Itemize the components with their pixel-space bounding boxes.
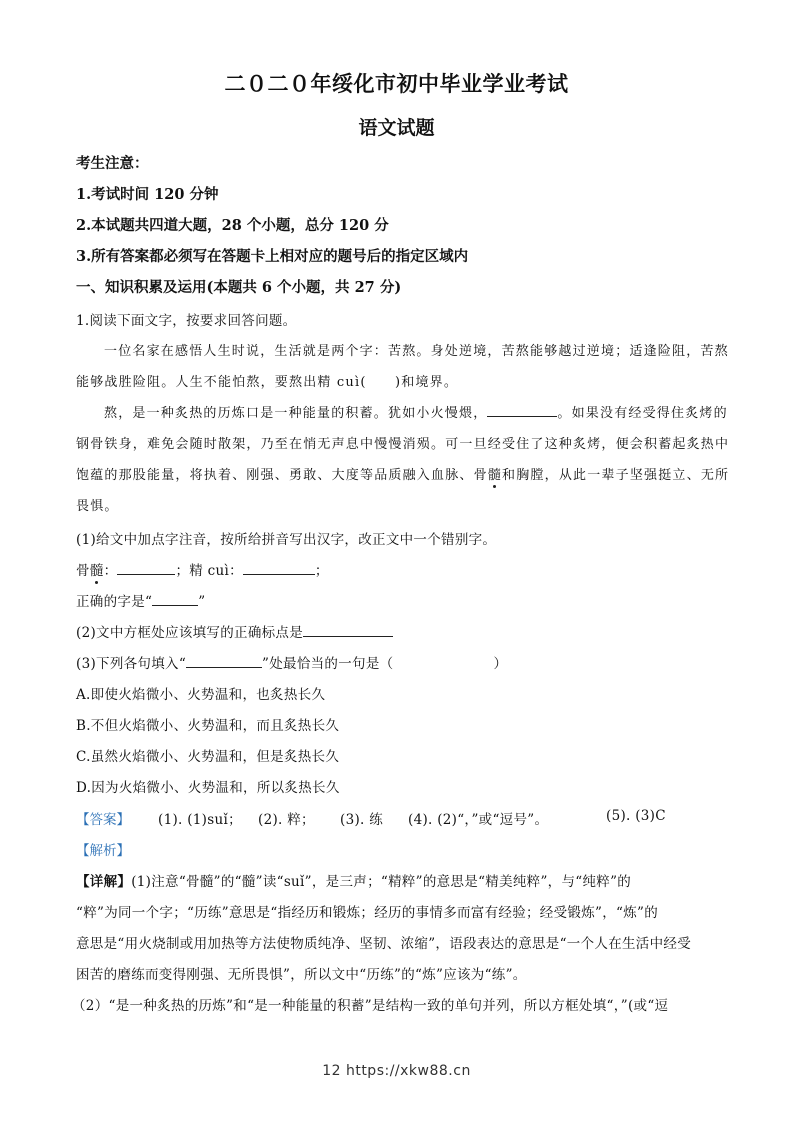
question-stem: 1.阅读下面文字，按要求回答问题。 xyxy=(76,313,297,329)
notice-item-2: 2.本试题共四道大题，28 个小题，总分 120 分 xyxy=(76,217,389,234)
passage-line: 畏惧。 xyxy=(76,499,119,514)
answer-1: (1). (1)suǐ； xyxy=(158,812,242,828)
detail-line-4: 困苦的磨练而变得刚强、无所畏惧”，所以文中“历练”的“炼”应该为“练”。 xyxy=(76,967,527,983)
passage-text: 饱蕴的那股能量，将执着、刚强、勇敢、大度等品质融入血脉、骨 xyxy=(76,468,488,483)
exam-title: 二０二０年绥化市初中毕业学业考试 xyxy=(224,71,569,96)
passage-text: 和胸膛，从此一辈子坚强挺立、无所 xyxy=(502,468,730,483)
option-c[interactable]: C.虽然火焰微小、火势温和，但是炙热长久 xyxy=(76,749,340,765)
option-b[interactable]: B.不但火焰微小、火势温和，而且炙热长久 xyxy=(76,718,340,734)
option-d[interactable]: D.因为火焰微小、火势温和，所以炙热长久 xyxy=(76,780,340,796)
detail-line-2: “粹”为同一个字；“历练”意思是“指经历和锻炼；经历的事情多而富有经验；经受锻炼”，“炼”的 xyxy=(76,905,659,921)
notice-item-1: 1.考试时间 120 分钟 xyxy=(76,186,219,203)
sub-question-2: (2)文中方框处应该填写的正确标点是 xyxy=(76,621,393,641)
answer-3: (3). 练 xyxy=(340,812,384,828)
analysis-tag: 【解析】 xyxy=(76,843,130,859)
section-heading: 一、知识积累及运用(本题共 6 个小题，共 27 分) xyxy=(76,279,402,296)
detail-line-3: 意思是“用火烧制或用加热等方法使物质纯净、坚韧、浓缩”，语段表达的意思是“一个人在生活中经受 xyxy=(76,936,692,952)
exam-subtitle: 语文试题 xyxy=(358,117,435,139)
passage-line: 能够战胜险阻。人生不能怕熬，要熬出精 cuì( )和境界。 xyxy=(76,375,459,390)
fill-line-1: 骨髓： ；精 cuì： ； xyxy=(76,563,329,579)
option-a[interactable]: A.即使火焰微小、火势温和，也炙热长久 xyxy=(76,687,326,703)
passage-line: 钢骨铁身，难免会随时散架，乃至在悄无声息中慢慢消殒。可一旦经受住了这种炙烤，便会积蓄起炙热中 xyxy=(76,437,730,452)
sub-question-3: (3)下列各句填入“ ”处最恰当的一句是（ ） xyxy=(76,656,508,672)
detail-line-5: （2）“是一种炙热的历炼”和“是一种能量的积蓄”是结构一致的单句并列，所以方框处填“，”(或“逗 xyxy=(72,998,669,1014)
answer-blank[interactable] xyxy=(487,403,557,417)
detail-line-1: 【详解】(1)注意“骨髓”的“髓”读“suǐ”，是三声；“精粹”的意思是“精美纯粹”，与“纯粹”的 xyxy=(76,874,632,890)
page-footer: 12 https://xkw88.cn xyxy=(322,1063,471,1079)
dotted-character: 髓 xyxy=(487,468,503,483)
dotted-character: 髓 xyxy=(89,563,104,579)
answer-tag: 【答案】 xyxy=(76,812,130,828)
notice-item-3: 3.所有答案都必须写在答题卡上相对应的题号后的指定区域内 xyxy=(76,248,469,265)
answer-blank[interactable] xyxy=(152,592,198,606)
passage-line: 一位名家在感悟人生时说，生活就是两个字：苦熬。身处逆境，苦熬能够越过逆境；适逢险阻，苦熬 xyxy=(104,344,729,359)
answer-blank[interactable] xyxy=(303,623,393,637)
passage-line xyxy=(104,402,728,421)
answer-blank[interactable] xyxy=(117,561,175,575)
passage-text: 熬，是一种炙热的历炼口是一种能量的积蓄。犹如小火慢煨， xyxy=(104,406,488,421)
passage-text: 。如果没有经受得住炙烤的 xyxy=(557,406,728,421)
fill-line-2: 正确的字是“ ” xyxy=(76,594,206,610)
answer-blank[interactable] xyxy=(186,654,262,668)
answer-blank[interactable] xyxy=(243,561,315,575)
passage-line xyxy=(76,464,729,483)
answer-4: (4). (2)“，”或“逗号”。 xyxy=(408,812,549,828)
sub-question-1: (1)给文中加点字注音，按所给拼音写出汉字，改正文中一个错别字。 xyxy=(76,532,497,548)
answer-2: (2). 粹； xyxy=(258,812,315,828)
detail-tag: 【详解】 xyxy=(76,874,132,890)
notice-heading: 考生注意： xyxy=(76,155,149,172)
answer-5: (5). (3)C xyxy=(606,808,666,824)
